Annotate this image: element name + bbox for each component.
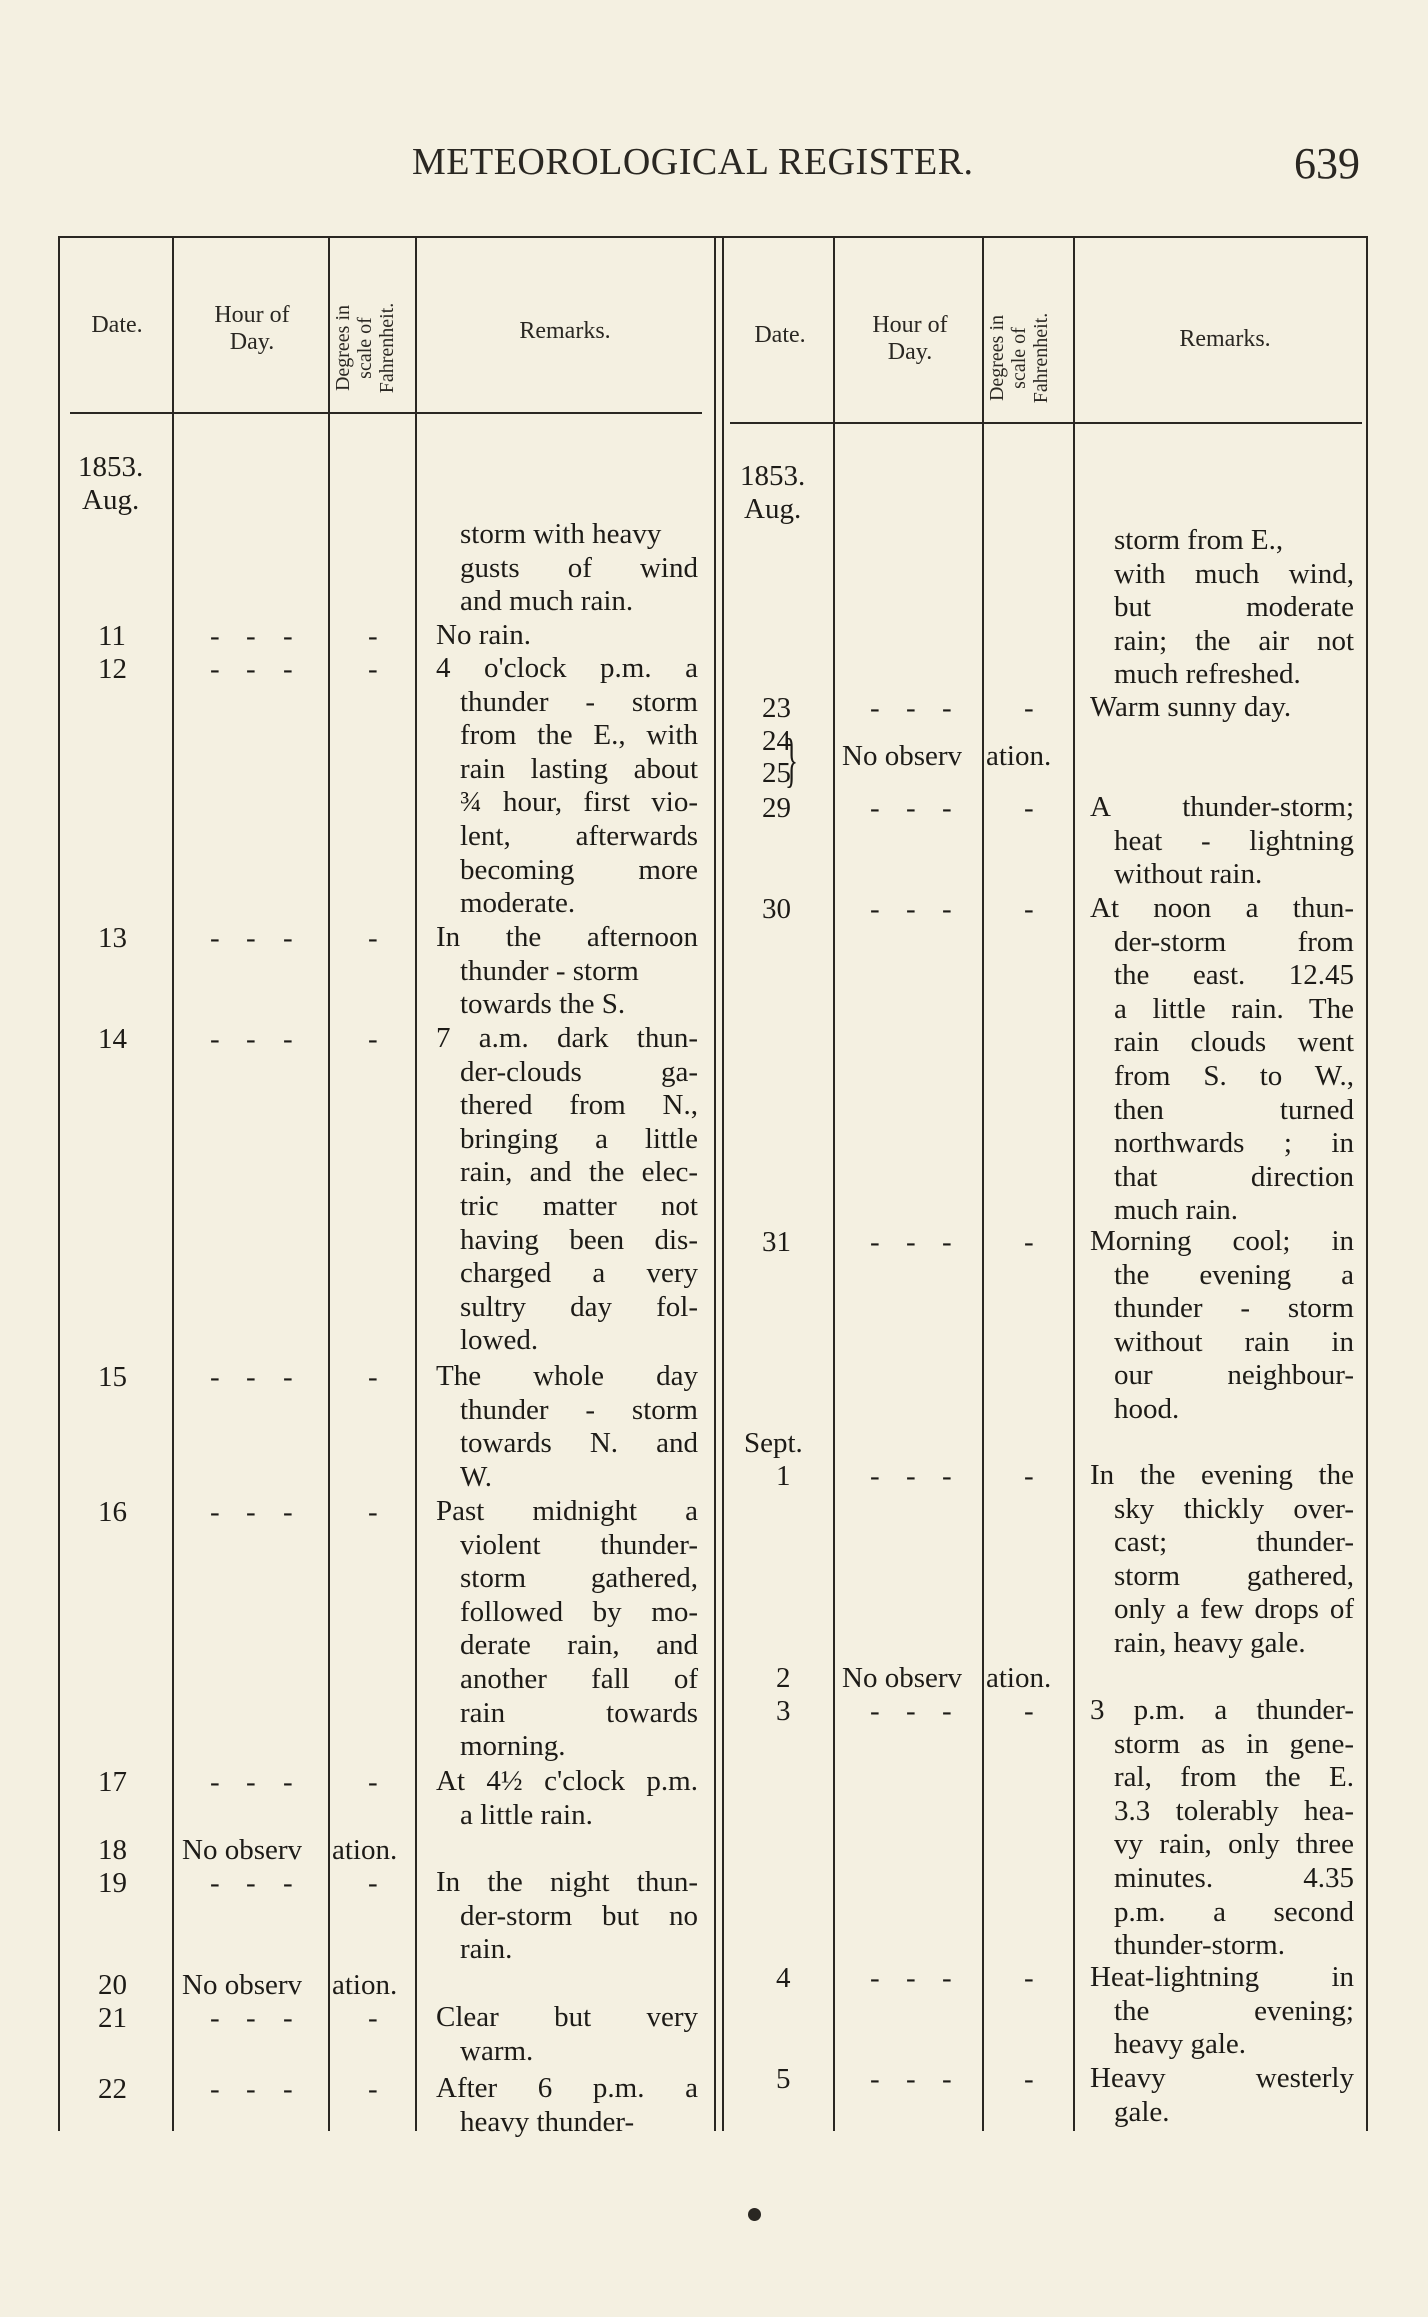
remark-block [1090,892,1354,1228]
remark-line: W. [460,1460,492,1493]
no-observation: ation. [332,1834,398,1866]
remark-line: a little rain. The [1114,992,1354,1025]
dash: - [246,1023,256,1055]
dash: - [368,653,378,685]
remark-line: morning. [460,1730,566,1763]
remark-line: followed by mo- [460,1595,698,1628]
remark-line: the evening a [1114,1258,1354,1291]
no-observation: ation. [986,740,1052,772]
dash: - [246,1867,256,1899]
dash: - [368,922,378,954]
date-cell: 14 [98,1023,127,1055]
dash: - [870,1695,880,1727]
remark-block [436,518,698,619]
remark-line: from the E., with [460,719,698,752]
date-cell: 4 [776,1962,791,1994]
dash: - [246,2073,256,2105]
date-cell: 31 [762,1226,791,1258]
remark-line: only a few drops of [1114,1593,1354,1626]
remark-line: rain; the air not [1114,624,1354,657]
dash: - [870,1460,880,1492]
header-hour-of-day: Hour of Day. [214,302,290,355]
date-cell: 24 [762,725,791,757]
remark-line: minutes. 4.35 [1114,1861,1354,1894]
dash: - [210,2002,220,2034]
remark-line: our neighbour- [1114,1359,1354,1392]
remark-block [1090,1961,1354,2062]
date-cell: 21 [98,2002,127,2034]
remark-line: from S. to W., [1114,1059,1354,1092]
header-underline-right [730,422,1362,424]
remark-line: 3.3 tolerably hea- [1114,1794,1354,1827]
no-observation: ation. [332,1969,398,2001]
dash: - [870,792,880,824]
remark-line: lowed. [460,1324,539,1357]
remark-line: without rain in [1114,1325,1354,1358]
dash: - [906,1460,916,1492]
remark-block [436,652,698,921]
remark-line: At noon a thun- [1090,892,1354,924]
remark-line: storm gathered, [460,1562,698,1595]
remark-block [436,2072,698,2139]
remark-line: the east. 12.45 [1114,959,1354,992]
remark-line: 4 o'clock p.m. a [436,652,698,684]
remark-line: much refreshed. [1114,658,1301,691]
remark-line: charged a very [460,1257,698,1290]
remark-block [436,1495,698,1764]
dash: - [283,620,293,652]
remark-line: storm as in gene- [1114,1727,1354,1760]
remark-line: with much wind, [1114,557,1354,590]
remark-line: der-clouds ga- [460,1055,698,1088]
remark-block [1090,2062,1354,2129]
dash: - [210,653,220,685]
date-cell: 30 [762,893,791,925]
header-date: Date. [91,312,143,338]
date-cell: 18 [98,1834,127,1866]
remark-line: p.m. a second [1114,1895,1354,1928]
remark-line: without rain. [1114,858,1263,891]
printer-mark [748,2208,761,2221]
dash: - [906,1695,916,1727]
remark-line: rain clouds went [1114,1026,1354,1059]
remark-line: violent thunder- [460,1528,698,1561]
remark-line: sultry day fol- [460,1290,698,1323]
remark-line: having been dis- [460,1223,698,1256]
remark-line: In the night thun- [436,1866,698,1898]
remark-line: gusts of wind [460,551,698,584]
column-rule [722,236,724,2131]
date-cell: 25 [762,757,791,789]
date-cell: 5 [776,2063,791,2095]
dash: - [246,620,256,652]
dash: - [210,922,220,954]
header-underline-left [70,412,702,414]
brace: } [785,727,798,793]
remark-block [1090,524,1354,692]
remark-line: gale. [1114,2095,1170,2128]
dash: - [1024,1962,1034,1994]
dash: - [246,922,256,954]
dash: - [246,1361,256,1393]
remark-line: storm gathered, [1114,1559,1354,1592]
no-observation: No observ [182,1969,303,2001]
dash: - [210,1766,220,1798]
dash: - [368,2073,378,2105]
column-rule [1073,236,1075,2131]
column-rule [58,236,60,2131]
column-rule [172,236,174,2131]
date-cell: 13 [98,922,127,954]
header-date: Date. [754,322,806,348]
remark-line: warm. [460,2034,534,2067]
dash: - [942,792,952,824]
dash: - [906,792,916,824]
remark-line: a little rain. [460,1798,593,1831]
remark-line: thered from N., [460,1089,698,1122]
date-cell: 1 [776,1460,791,1492]
remark-line: Morning cool; in [1090,1225,1354,1257]
dash: - [210,1023,220,1055]
remark-line: Heavy westerly [1090,2062,1354,2094]
remark-line: rain lasting about [460,752,698,785]
no-observation: ation. [986,1662,1052,1694]
remark-line: thunder - storm [460,1393,698,1426]
date-cell: 29 [762,792,791,824]
dash: - [906,1962,916,1994]
dash: - [368,1023,378,1055]
remark-block [1090,691,1354,725]
remark-line: 3 p.m. a thunder- [1090,1694,1354,1726]
remark-line: rain towards [460,1696,698,1729]
date-cell: 23 [762,692,791,724]
date-cell: 22 [98,2073,127,2105]
dash: - [942,1460,952,1492]
dash: - [210,2073,220,2105]
remark-line: rain, heavy gale. [1114,1626,1306,1659]
dash: - [942,1962,952,1994]
year-label: 1853. [740,460,806,492]
remark-line: heavy thunder- [460,2105,635,2138]
remark-line: much rain. [1114,1194,1239,1227]
table-top-rule [58,236,1366,238]
dash: - [942,893,952,925]
remark-line: tric matter not [460,1189,698,1222]
dash: - [246,1496,256,1528]
remark-line: The whole day [436,1360,698,1392]
remark-line: thunder - storm [1114,1292,1354,1325]
header-degrees: Degrees in scale of Fahrenheit. [986,312,1052,404]
remark-line: hood. [1114,1392,1180,1425]
date-cell: 12 [98,653,127,685]
dash: - [1024,893,1034,925]
remark-line: Warm sunny day. [1090,691,1292,723]
dash: - [942,692,952,724]
dash: - [210,1361,220,1393]
dash: - [1024,1226,1034,1258]
dash: - [1024,1695,1034,1727]
remark-line: der-storm but no [460,1899,698,1932]
date-cell: 11 [98,620,126,652]
remark-line: No rain. [436,619,532,651]
remark-line: derate rain, and [460,1629,698,1662]
dash: - [283,1766,293,1798]
remark-line: rain. [460,1933,513,1966]
month-label: Sept. [744,1427,803,1459]
column-rule [328,236,330,2131]
dash: - [1024,792,1034,824]
dash: - [368,620,378,652]
dash: - [942,2063,952,2095]
dash: - [1024,1460,1034,1492]
dash: - [906,2063,916,2095]
dash: - [870,893,880,925]
dash: - [870,2063,880,2095]
date-cell: 3 [776,1695,791,1727]
dash: - [1024,692,1034,724]
remark-line: der-storm from [1114,925,1354,958]
remark-line: rain, and the elec- [460,1156,698,1189]
year-label: 1853. [78,451,144,483]
dash: - [210,620,220,652]
running-title: METEOROLOGICAL REGISTER. [412,141,974,183]
date-cell: 15 [98,1361,127,1393]
remark-line: moderate. [460,887,576,920]
dash: - [870,1962,880,1994]
remark-line: another fall of [460,1662,698,1695]
remark-block [436,619,698,653]
remark-line: vy rain, only three [1114,1828,1354,1861]
remark-line: 7 a.m. dark thun- [436,1022,698,1054]
remark-line: Heat-lightning in [1090,1961,1354,1993]
month-label: Aug. [744,493,802,525]
remark-line: thunder - storm [460,685,698,718]
dash: - [246,2002,256,2034]
no-observation: No observ [842,740,963,772]
date-cell: 19 [98,1867,127,1899]
dash: - [283,1361,293,1393]
remark-line: heat - lightning [1114,824,1354,857]
remark-line: bringing a little [460,1122,698,1155]
dash: - [906,692,916,724]
dash: - [246,653,256,685]
dash: - [368,1766,378,1798]
dash: - [942,1695,952,1727]
remark-line: northwards ; in [1114,1127,1354,1160]
remark-line: thunder - storm [460,954,639,987]
remark-line: storm with heavy [460,518,662,550]
remark-line: but moderate [1114,591,1354,624]
remark-line: thunder-storm. [1114,1929,1285,1962]
dash: - [942,1226,952,1258]
remark-line: Past midnight a [436,1495,698,1527]
dash: - [870,692,880,724]
column-rule [714,236,716,2131]
dash: - [283,2002,293,2034]
date-cell: 20 [98,1969,127,2001]
remark-block [436,1866,698,1967]
dash: - [283,653,293,685]
header-hour-of-day: Hour of Day. [872,312,948,365]
dash: - [283,1023,293,1055]
header-remarks: Remarks. [1179,326,1271,352]
dash: - [283,2073,293,2105]
dash: - [283,922,293,954]
page-number: 639 [1294,139,1360,188]
remark-block [436,921,698,1022]
remark-line: towards N. and [460,1427,698,1460]
dash: - [210,1867,220,1899]
date-cell: 17 [98,1766,127,1798]
remark-block [1090,1225,1354,1427]
remark-block [1090,791,1354,892]
dash: - [1024,2063,1034,2095]
remark-line: that direction [1114,1160,1354,1193]
remark-block [436,1022,698,1358]
remark-block [436,2001,698,2068]
remark-line: In the evening the [1090,1459,1354,1491]
remark-block [1090,1459,1354,1661]
remark-line: A thunder-storm; [1090,791,1354,823]
dash: - [210,1496,220,1528]
dash: - [870,1226,880,1258]
remark-line: the evening; [1114,1994,1354,2027]
dash: - [283,1867,293,1899]
column-rule [982,236,984,2131]
remark-line: cast; thunder- [1114,1526,1354,1559]
dash: - [368,1496,378,1528]
date-cell: 16 [98,1496,127,1528]
dash: - [246,1766,256,1798]
remark-line: At 4½ c'clock p.m. [436,1765,698,1797]
no-observation: No observ [182,1834,303,1866]
dash: - [906,893,916,925]
dash: - [368,1867,378,1899]
remark-line: In the afternoon [436,921,698,953]
remark-line: then turned [1114,1093,1354,1126]
month-label: Aug. [82,484,140,516]
remark-block [1090,1694,1354,1963]
remark-block [436,1360,698,1494]
remark-line: and much rain. [460,585,634,618]
remark-line: sky thickly over- [1114,1492,1354,1525]
header-remarks: Remarks. [519,318,611,344]
dash: - [368,1361,378,1393]
header-degrees: Degrees in scale of Fahrenheit. [332,302,398,394]
remark-line: ral, from the E. [1114,1761,1354,1794]
dash: - [368,2002,378,2034]
remark-line: Clear but very [436,2001,698,2033]
dash: - [906,1226,916,1258]
remark-line: After 6 p.m. a [436,2072,698,2104]
remark-line: heavy gale. [1114,2028,1247,2061]
remark-line: storm from E., [1114,524,1284,556]
remark-line: becoming more [460,853,698,886]
remark-line: ¾ hour, first vio- [460,786,698,819]
remark-line: lent, afterwards [460,819,698,852]
column-rule [1366,236,1368,2131]
remark-line: towards the S. [460,988,626,1021]
no-observation: No observ [842,1662,963,1694]
column-rule [833,236,835,2131]
date-cell: 2 [776,1662,791,1694]
dash: - [283,1496,293,1528]
remark-block [436,1765,698,1832]
column-rule [415,236,417,2131]
